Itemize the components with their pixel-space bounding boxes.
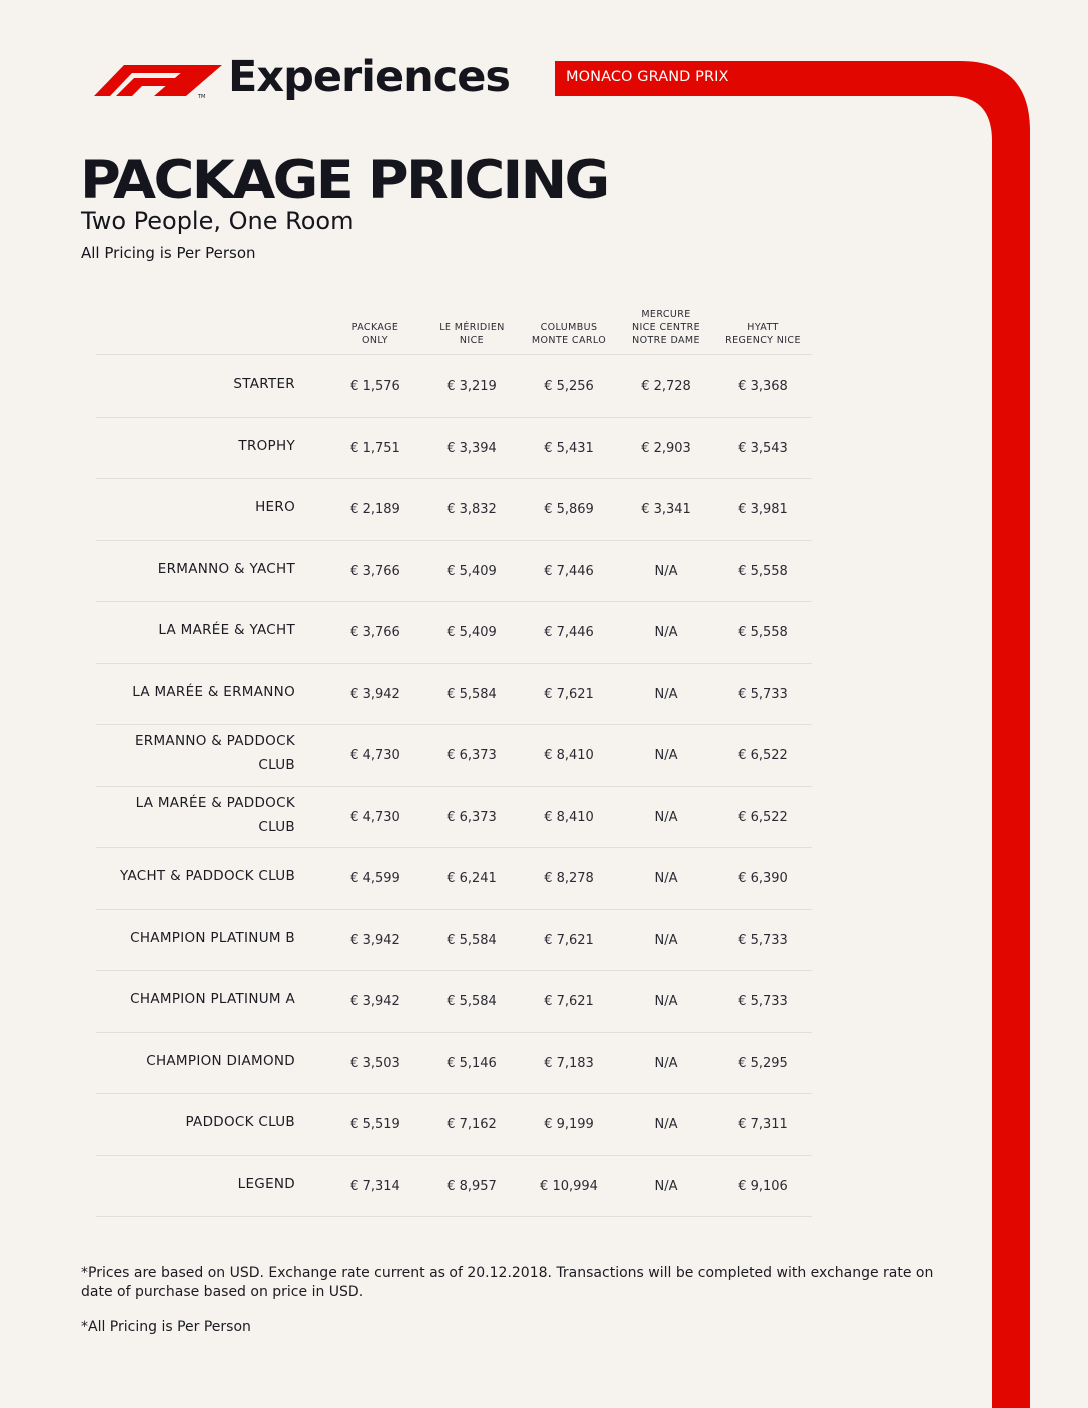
price-cell: € 3,543: [738, 440, 788, 456]
price-cell: N/A: [654, 1055, 678, 1071]
price-cell: € 3,503: [350, 1055, 400, 1071]
price-cell: € 4,730: [350, 809, 400, 825]
price-cell: € 5,409: [447, 625, 497, 640]
row-label: [95, 1110, 295, 1134]
table-row: [96, 847, 812, 910]
price-cell: € 5,431: [544, 440, 594, 456]
price-cell: N/A: [654, 1117, 678, 1132]
table-row: [96, 786, 812, 849]
table-row: [96, 909, 812, 972]
price-cell: € 3,832: [447, 502, 497, 517]
row-label-line: CHAMPION PLATINUM B: [130, 929, 295, 946]
column-header-le-meridien: [424, 300, 520, 347]
row-label-line: CHAMPION DIAMOND: [146, 1052, 295, 1069]
table-row: [96, 417, 812, 480]
row-label-line: LA MARÉE & PADDOCK: [135, 794, 295, 811]
table-row: [96, 1155, 812, 1218]
price-cell: N/A: [654, 563, 678, 579]
row-label: [95, 680, 295, 704]
column-header-columbus: [521, 300, 617, 347]
column-header-mercure: [618, 300, 714, 347]
price-cell: € 5,584: [447, 686, 497, 702]
table-row: [96, 540, 812, 603]
column-header-line: NOTRE DAME: [632, 335, 700, 346]
price-cell: € 3,368: [738, 379, 788, 394]
price-cell: € 7,446: [544, 563, 594, 579]
row-label-line: ERMANNO & YACHT: [157, 560, 295, 577]
price-cell: € 2,728: [641, 379, 691, 394]
row-label: [95, 729, 295, 777]
row-label: [95, 791, 295, 839]
price-cell: € 5,558: [738, 563, 788, 579]
price-cell: € 1,751: [350, 440, 400, 456]
brand-name: Experiences: [228, 52, 511, 102]
row-label: [95, 987, 295, 1011]
row-label-line: PADDOCK CLUB: [185, 1114, 295, 1130]
row-label: [95, 926, 295, 950]
table-row: [96, 478, 812, 541]
price-cell: € 6,390: [738, 871, 788, 886]
price-cell: € 5,256: [544, 379, 594, 394]
row-label-line: CHAMPION PLATINUM A: [130, 991, 295, 1007]
red-stripe-curve: [900, 61, 1030, 1408]
price-cell: € 3,981: [738, 502, 788, 517]
row-label: [95, 557, 295, 581]
price-cell: € 7,183: [544, 1055, 594, 1071]
table-row: [96, 970, 812, 1033]
row-label-line: LA MARÉE & ERMANNO: [132, 683, 295, 700]
price-cell: € 7,621: [544, 686, 594, 702]
price-cell: € 9,106: [738, 1178, 788, 1194]
table-row: [96, 724, 812, 787]
price-cell: € 7,314: [350, 1178, 400, 1194]
table-row: [96, 601, 812, 664]
price-cell: N/A: [654, 625, 678, 640]
price-cell: € 8,957: [447, 1178, 497, 1194]
column-header-line: MERCURE: [641, 309, 691, 320]
event-name: MONACO GRAND PRIX: [566, 69, 729, 85]
row-label-line: LA MARÉE & YACHT: [158, 622, 295, 638]
price-cell: € 6,373: [447, 809, 497, 825]
row-label-line: CLUB: [258, 757, 295, 773]
price-cell: € 3,219: [447, 379, 497, 394]
price-cell: € 4,599: [350, 871, 400, 886]
price-cell: € 5,584: [447, 994, 497, 1009]
price-cell: € 8,278: [544, 871, 594, 886]
price-cell: € 2,189: [350, 502, 400, 517]
price-cell: € 10,994: [540, 1178, 598, 1194]
row-label-line: CLUB: [258, 818, 295, 835]
price-cell: € 5,295: [738, 1055, 788, 1071]
column-header-line: MONTE CARLO: [531, 335, 607, 346]
price-cell: N/A: [654, 809, 678, 825]
row-label: [95, 1049, 295, 1073]
svg-text:TM: TM: [198, 94, 206, 100]
price-cell: € 3,942: [350, 686, 400, 702]
price-cell: € 5,409: [447, 563, 497, 579]
row-label: [95, 618, 295, 642]
price-cell: € 5,558: [738, 625, 788, 640]
f1-logo-icon: [94, 60, 224, 100]
row-label: [95, 1172, 295, 1196]
price-cell: € 3,341: [641, 502, 691, 517]
price-cell: N/A: [654, 686, 678, 702]
row-label-line: TROPHY: [238, 437, 295, 454]
table-row: [96, 663, 812, 726]
price-cell: € 5,584: [447, 932, 497, 948]
row-label-line: HERO: [255, 499, 295, 515]
row-label-line: YACHT & PADDOCK CLUB: [119, 868, 295, 884]
price-cell: € 3,766: [350, 563, 400, 579]
price-cell: € 6,522: [738, 809, 788, 825]
price-cell: € 7,446: [544, 625, 594, 640]
price-cell: € 8,410: [544, 809, 594, 825]
row-label-line: ERMANNO & PADDOCK: [134, 733, 295, 749]
price-cell: € 5,733: [738, 686, 788, 702]
price-cell: € 1,576: [350, 379, 400, 394]
price-cell: € 7,311: [738, 1117, 788, 1132]
price-cell: € 7,162: [447, 1117, 497, 1132]
price-cell: € 6,373: [447, 748, 497, 763]
table-row: [96, 1093, 812, 1156]
price-cell: € 7,621: [544, 994, 594, 1009]
column-header-line: REGENCY NICE: [725, 335, 801, 346]
price-cell: N/A: [654, 748, 678, 763]
row-label-line: STARTER: [233, 376, 295, 392]
column-header-line: HYATT: [747, 322, 779, 333]
price-cell: € 8,410: [544, 748, 594, 763]
price-cell: € 4,730: [350, 748, 400, 763]
price-cell: € 3,394: [447, 440, 497, 456]
row-label: [95, 434, 295, 458]
column-header-package-only: [327, 300, 423, 347]
row-label: [95, 495, 295, 519]
price-cell: N/A: [654, 994, 678, 1009]
price-cell: € 9,199: [544, 1117, 594, 1132]
per-person-note: *All Pricing is Per Person: [81, 1319, 251, 1335]
table-row: [96, 355, 812, 418]
column-header-line: PACKAGE: [351, 322, 399, 333]
pricing-note: All Pricing is Per Person: [81, 244, 256, 262]
price-cell: € 6,522: [738, 748, 788, 763]
column-header-line: COLUMBUS: [540, 322, 598, 333]
price-cell: N/A: [654, 871, 678, 886]
disclaimer: *Prices are based on USD. Exchange rate current as of 20.12.2018. Transactions will be completed with exchange rate on date of purchase based on price in USD.: [81, 1265, 934, 1300]
row-label: [95, 864, 295, 888]
price-cell: € 3,942: [350, 932, 400, 948]
column-header-line: LE MÉRIDIEN: [439, 322, 505, 333]
price-cell: € 5,869: [544, 502, 594, 517]
price-cell: € 3,942: [350, 994, 400, 1009]
price-cell: € 3,766: [350, 625, 400, 640]
price-cell: N/A: [654, 1178, 678, 1194]
price-cell: € 5,733: [738, 994, 788, 1009]
column-header-line: NICE: [459, 335, 485, 346]
page-title: PACKAGE PRICING: [80, 150, 608, 211]
price-cell: € 5,519: [350, 1117, 400, 1132]
row-label-line: LEGEND: [237, 1175, 295, 1192]
column-header-line: NICE CENTRE: [631, 322, 701, 333]
table-row: [96, 1032, 812, 1095]
price-cell: N/A: [654, 932, 678, 948]
price-cell: € 7,621: [544, 932, 594, 948]
column-header-line: ONLY: [361, 335, 389, 346]
page-subtitle: Two People, One Room: [81, 207, 354, 235]
price-cell: € 5,733: [738, 932, 788, 948]
column-header-hyatt: [715, 300, 811, 347]
price-cell: € 6,241: [447, 871, 497, 886]
price-cell: € 2,903: [641, 440, 691, 456]
price-cell: € 5,146: [447, 1055, 497, 1071]
row-label: [95, 372, 295, 396]
